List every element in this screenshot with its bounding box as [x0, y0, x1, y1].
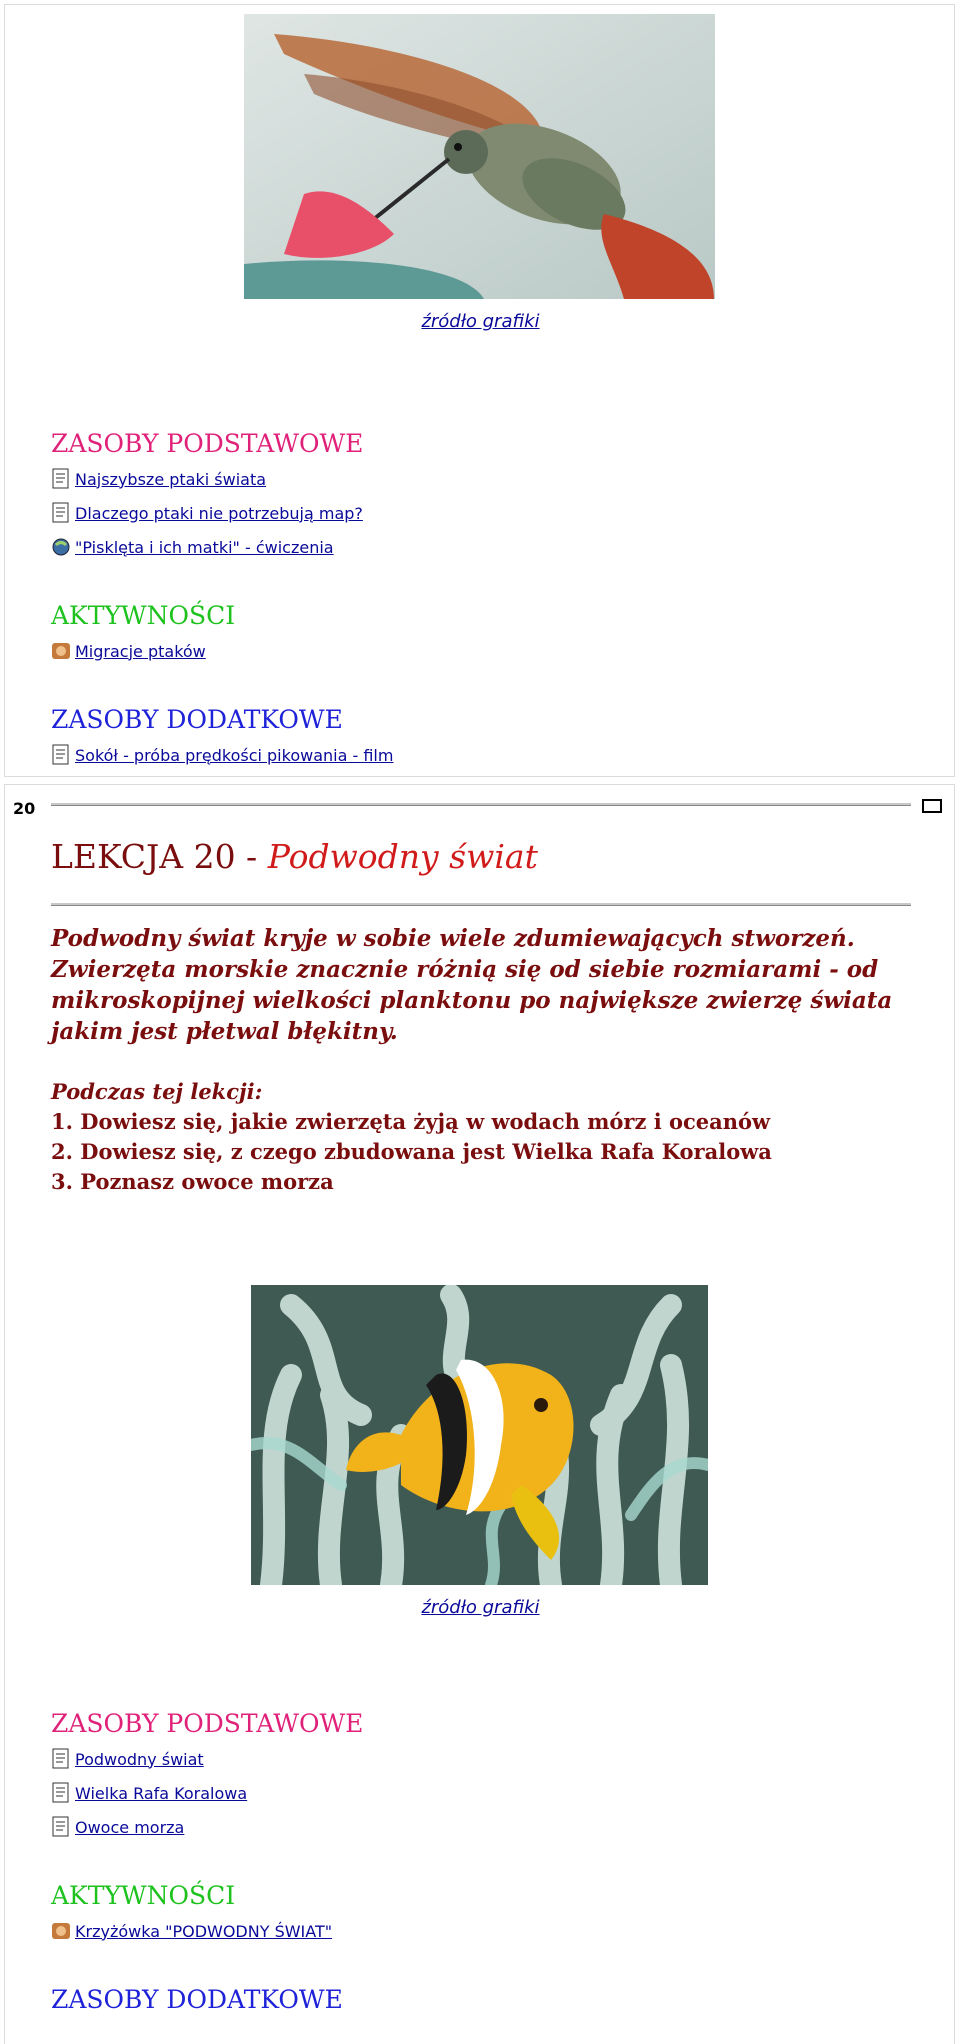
extra-resources-heading: ZASOBY DODATKOWE: [51, 1985, 343, 2014]
activity-link[interactable]: Krzyżówka "PODWODNY ŚWIAT": [75, 1921, 333, 1941]
lesson-title-prefix: LEKCJA 20 -: [51, 837, 268, 876]
activity-icon: [51, 1920, 71, 1942]
extra-resources-heading: ZASOBY DODATKOWE: [51, 705, 343, 734]
lesson-19-section: [4, 4, 955, 777]
divider: [51, 903, 911, 906]
page-icon: [51, 468, 71, 490]
activities-heading: AKTYWNOŚCI: [51, 1881, 236, 1910]
resource-link[interactable]: Owoce morza: [75, 1817, 185, 1837]
lesson-title-topic: Podwodny świat: [267, 837, 538, 876]
resource-item[interactable]: [51, 534, 334, 560]
activity-link[interactable]: Migracje ptaków: [75, 641, 206, 661]
page-icon: [51, 744, 71, 766]
activity-icon: [51, 640, 71, 662]
lesson-goals: [51, 1077, 772, 1197]
page-icon: [51, 1816, 71, 1838]
resource-link[interactable]: "Pisklęta i ich matki" - ćwiczenia: [75, 537, 334, 557]
resource-item[interactable]: [51, 1746, 204, 1772]
lesson-title: [51, 837, 538, 876]
image-source-link[interactable]: źródło grafiki: [421, 1597, 540, 1618]
page-icon: [51, 1748, 71, 1770]
resource-item[interactable]: [51, 466, 266, 492]
goal-item: 3. Poznasz owoce morza: [51, 1169, 334, 1194]
resource-item[interactable]: [51, 500, 363, 526]
hummingbird-image: [244, 14, 715, 299]
resource-link[interactable]: Wielka Rafa Koralowa: [75, 1783, 248, 1803]
resource-item[interactable]: [51, 1780, 247, 1806]
basic-resources-heading: ZASOBY PODSTAWOWE: [51, 1709, 364, 1738]
resource-item[interactable]: [51, 742, 393, 768]
resource-link[interactable]: Najszybsze ptaki świata: [75, 469, 267, 489]
activity-item[interactable]: [51, 1918, 332, 1944]
divider: [51, 803, 911, 806]
lesson-intro: Podwodny świat kryje w sobie wiele zdumiewających stworzeń. Zwierzęta morskie znacznie różnią się od siebie rozmiarami - od mikroskopijnej wielkości planktonu po największe zwierzę świata jakim jest płetwal błękitny.: [51, 925, 893, 1045]
resource-link[interactable]: Sokół - próba prędkości pikowania - film: [75, 745, 394, 765]
goal-item: 2. Dowiesz się, z czego zbudowana jest Wielka Rafa Koralowa: [51, 1139, 772, 1164]
page-icon: [51, 1782, 71, 1804]
page-icon: [51, 502, 71, 524]
goal-item: 1. Dowiesz się, jakie zwierzęta żyją w wodach mórz i oceanów: [51, 1109, 771, 1134]
image-source-link[interactable]: źródło grafiki: [421, 311, 540, 332]
basic-resources-heading: ZASOBY PODSTAWOWE: [51, 429, 364, 458]
resource-link[interactable]: Dlaczego ptaki nie potrzebują map?: [75, 503, 363, 523]
resource-link[interactable]: Podwodny świat: [75, 1749, 204, 1769]
lesson-20-section: [4, 784, 955, 2044]
activities-heading: AKTYWNOŚCI: [51, 601, 236, 630]
activity-item[interactable]: [51, 638, 206, 664]
clownfish-image: [251, 1285, 708, 1585]
resource-item[interactable]: [51, 1814, 184, 1840]
section-number: 20: [13, 799, 36, 818]
quiz-icon: [51, 536, 71, 558]
completion-checkbox[interactable]: [922, 799, 942, 813]
goals-lead: Podczas tej lekcji:: [51, 1079, 263, 1104]
